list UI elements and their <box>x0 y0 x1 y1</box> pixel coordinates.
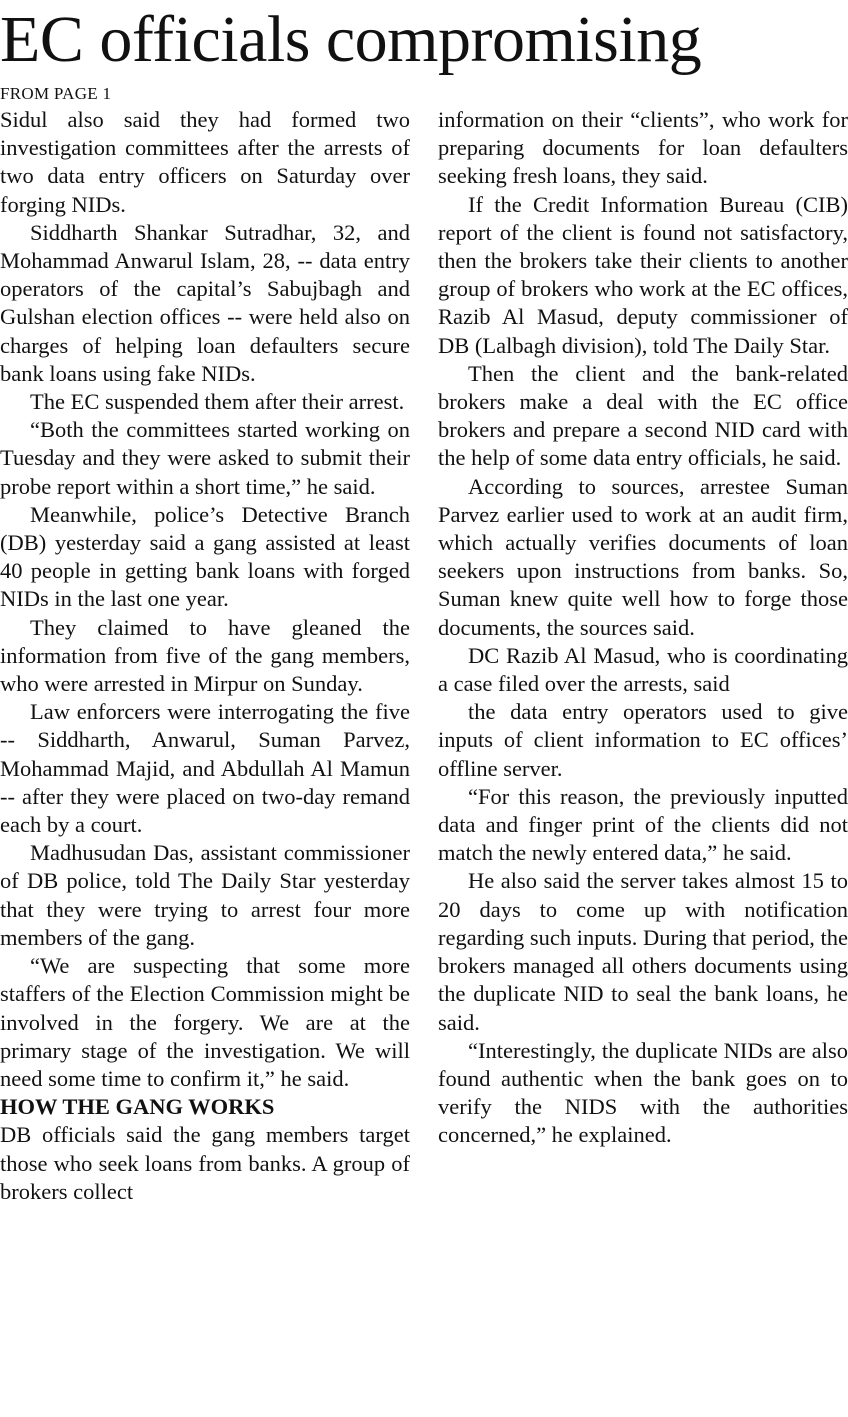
paragraph: DC Razib Al Masud, who is coordinating a case filed over the arrests, said <box>438 642 848 697</box>
paragraph: Siddharth Shankar Sutradhar, 32, and Mohammad Anwarul Islam, 28, -- data entry operators of the capital’s Sabujbagh and Gulshan election offices -- were held also on charges of helping loan defaulters secure bank loans using fake NIDs. <box>0 219 410 386</box>
from-page-label: FROM PAGE 1 <box>0 84 112 103</box>
paragraph: They claimed to have gleaned the information from five of the gang members, who were arrested in Mirpur on Sunday. <box>0 614 410 697</box>
article-column-left <box>0 106 410 1206</box>
paragraph: Then the client and the bank-related brokers make a deal with the EC office brokers and prepare a second NID card with the help of some data entry officials, he said. <box>438 360 848 471</box>
paragraph: “Interestingly, the duplicate NIDs are also found authentic when the bank goes on to verify the NIDS with the authorities concerned,” he explained. <box>438 1037 848 1148</box>
paragraph: “For this reason, the previously inputted data and finger print of the clients did not match the newly entered data,” he said. <box>438 783 848 866</box>
paragraph: If the Credit Information Bureau (CIB) report of the client is found not satisfactory, then the brokers take their clients to another group of brokers who work at the EC offices, Razib Al Masud, deputy commissioner of DB (Lalbagh division), told The Daily Star. <box>438 191 848 358</box>
paragraph: DB officials said the gang members target those who seek loans from banks. A group of brokers collect <box>0 1122 410 1204</box>
paragraph: the data entry operators used to give inputs of client information to EC offices’ offline server. <box>438 699 848 781</box>
paragraph: Meanwhile, police’s Detective Branch (DB) yesterday said a gang assisted at least 40 people in getting bank loans with forged NIDs in the last one year. <box>0 501 410 612</box>
paragraph: Law enforcers were interrogating the five -- Siddharth, Anwarul, Suman Parvez, Mohammad Majid, and Abdullah Al Mamun -- after they were placed on two-day remand each by a court. <box>0 699 410 838</box>
subheading: HOW THE GANG WORKS <box>0 1094 275 1120</box>
paragraph: Madhusudan Das, assistant commissioner of DB police, told The Daily Star yesterday that they were trying to arrest four more members of the gang. <box>0 840 410 950</box>
paragraph: Sidul also said they had formed two investigation committees after the arrests of two data entry officers on Saturday over forging NIDs. <box>0 107 410 217</box>
paragraph: According to sources, arrestee Suman Parvez earlier used to work at an audit firm, which actually verifies documents of loan seekers upon instructions from banks. So, Suman knew quite well how to forge those documents, the sources said. <box>438 473 848 640</box>
article-headline: EC officials compromising <box>0 3 702 76</box>
paragraph: The EC suspended them after their arrest. <box>30 389 405 415</box>
article-column-right <box>438 106 848 1150</box>
paragraph: He also said the server takes almost 15 to 20 days to come up with notification regarding such inputs. During that period, the brokers managed all others documents using the duplicate NID to seal the bank loans, he said. <box>438 868 848 1035</box>
paragraph: “We are suspecting that some more staffers of the Election Commission might be involved in the forgery. We are at the primary stage of the investigation. We will need some time to confirm it,” he said. <box>0 953 410 1091</box>
paragraph: “Both the committees started working on Tuesday and they were asked to submit their probe report within a short time,” he said. <box>0 417 410 499</box>
paragraph: information on their “clients”, who work for preparing documents for loan defaulters seeking fresh loans, they said. <box>438 107 848 189</box>
